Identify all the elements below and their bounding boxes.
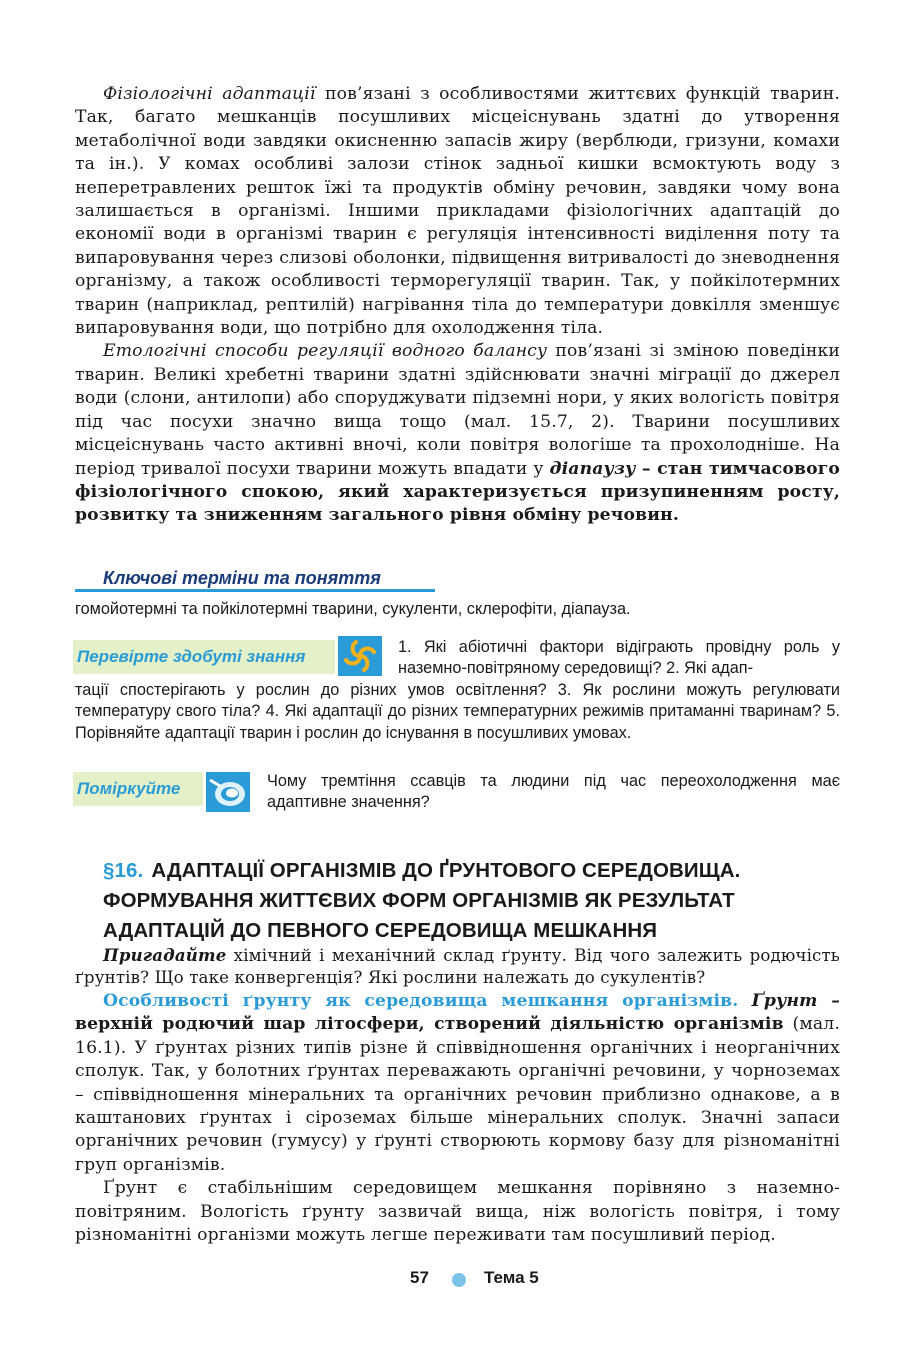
- key-terms-list: гомойотермні та пойкілотермні тварини, сукуленти, склерофіти, діапауза.: [75, 600, 631, 618]
- footer-dot-icon: [452, 1273, 466, 1287]
- recall-lead: Пригадайте: [103, 945, 227, 965]
- check-questions-rest: тації спостерігають у рослин до різних умов освітлення? 3. Як рослини можуть регулювати температуру свого тіла? 4. Які адаптації до різних температурних режимів притаманні тваринам? 5. Порівняйте адаптації тварин і рослин до існування в посушливих умовах.: [75, 681, 840, 742]
- think-label: Поміркуйте: [73, 772, 203, 806]
- soil-subheading: Особливості ґрунту як середовища мешкання організмів.: [103, 991, 739, 1011]
- section-title: АДАПТАЦІЇ ОРГАНІЗМІВ ДО ҐРУНТОВОГО СЕРЕДОВИЩА. ФОРМУВАННЯ ЖИТТЄВИХ ФОРМ ОРГАНІЗМІВ ЯК РЕЗУЛЬТАТ АДАПТАЦІЙ ДО ПЕВНОГО СЕРЕДОВИЩА МЕШКАННЯ: [103, 859, 741, 942]
- page-footer: [0, 1266, 918, 1294]
- paragraph-physiological: Фізіологічні адаптації пов’язані з особливостями життєвих функцій тварин. Так, багато мешканців посушливих місцеіснувань здатні до утворення метаболічної води завдяки окисненню запасів жиру (верблюди, гризуни, комахи та ін.). У комах особливі залози стінок задньої кишки всмоктують воду з неперетравлених решток їжі та продуктів обміну речовин, завдяки чому вона залишається в організмі. Іншими прикладами фізіологічних адаптацій до економії води в організмі тварин є регуляція інтенсивності виділення поту та випаровування через слизові оболонки, підвищення витривалості до зневоднення організму, а також особливості терморегуляції тварин. Так, у пойкілотермних тварин (наприклад, рептилій) нагрівання тіла до температури довкілля зменшує випаровування води, що потрібно для охолодження тіла.: [75, 84, 840, 339]
- paragraph-soil-stability: Ґрунт є стабільнішим середовищем мешкання порівняно з наземно-повітряним. Вологість ґрунту зазвичай вища, ніж вологість повітря, і тому різноманітні організми можуть легше переживати там посушливий період.: [75, 1178, 840, 1246]
- term-diapause: діапаузу: [549, 458, 636, 479]
- section-number: §16.: [103, 859, 144, 882]
- check-knowledge-label: Перевірте здобуті знання: [73, 640, 335, 674]
- spiral-icon: [338, 636, 382, 676]
- term-ethological: Етологічні способи регуляції водного балансу: [103, 341, 548, 362]
- soil-definition: – верхній родючий шар літосфери, створений діяльністю організмів: [75, 991, 840, 1035]
- thought-icon: [206, 772, 250, 812]
- topic-label: Тема 5: [484, 1268, 539, 1287]
- body-text-soil: [75, 990, 840, 1247]
- check-questions-first: 1. Які абіотичні фактори відіграють провідну роль у наземно-повітряному середовищі? 2. Які адап-: [398, 638, 840, 678]
- paragraph-soil-features: Особливості ґрунту як середовища мешкання організмів. Ґрунт – верхній родючий шар літосфери, створений діяльністю організмів (мал. 16.1). У ґрунтах різних типів різне й співвідношення органічних і неорганічних сполук. Так, у болотних ґрунтах переважають органічні речовини, у чорноземах – співвідношення мінеральних та органічних речовин приблизно однакове, а в каштанових ґрунтах і сіроземах більше мінеральних сполук. Значні запаси органічних речовин (гумусу) у ґрунті створюють кормову базу для різноманітні груп організмів.: [75, 991, 840, 1175]
- recall-paragraph: Пригадайте хімічний і механічний склад ґрунту. Від чого залежить родючість ґрунтів? Що таке конвергенція? Які рослини належать до сукулентів?: [75, 945, 840, 987]
- key-terms-underline: [75, 589, 435, 592]
- think-question: Чому тремтіння ссавців та людини під час переохолодження має адаптивне значення?: [267, 772, 840, 812]
- paragraph-ethological: Етологічні способи регуляції водного балансу пов’язані зі зміною поведінки тварин. Великі хребетні тварини здатні здійснювати значні міграції до джерел води (слони, антилопи) або споруджувати підземні нори, у яких вологість повітря під час посухи значно вища тощо (мал. 15.7, 2). Тварини посушливих місцеіснувань часто активні вночі, коли повітря вологіше та прохолодніше. На період тривалої посухи тварини можуть впадати у діапаузу – стан тимчасового фізіологічного спокою, який характеризується призупиненням росту, розвитку та зниженням загального рівня обміну речовин.: [75, 341, 840, 526]
- diapause-definition: – стан тимчасового фізіологічного спокою, який характеризується призупиненням росту, розвитку та зниженням загального рівня обміну речовин.: [75, 458, 840, 526]
- key-terms-heading: Ключові терміни та поняття: [75, 566, 435, 592]
- body-text-top: [75, 83, 840, 528]
- term-physiological-adaptations: Фізіологічні адаптації: [103, 84, 316, 104]
- section-heading: [103, 856, 843, 946]
- term-soil: Ґрунт: [751, 991, 818, 1011]
- page-number: 57: [410, 1268, 429, 1287]
